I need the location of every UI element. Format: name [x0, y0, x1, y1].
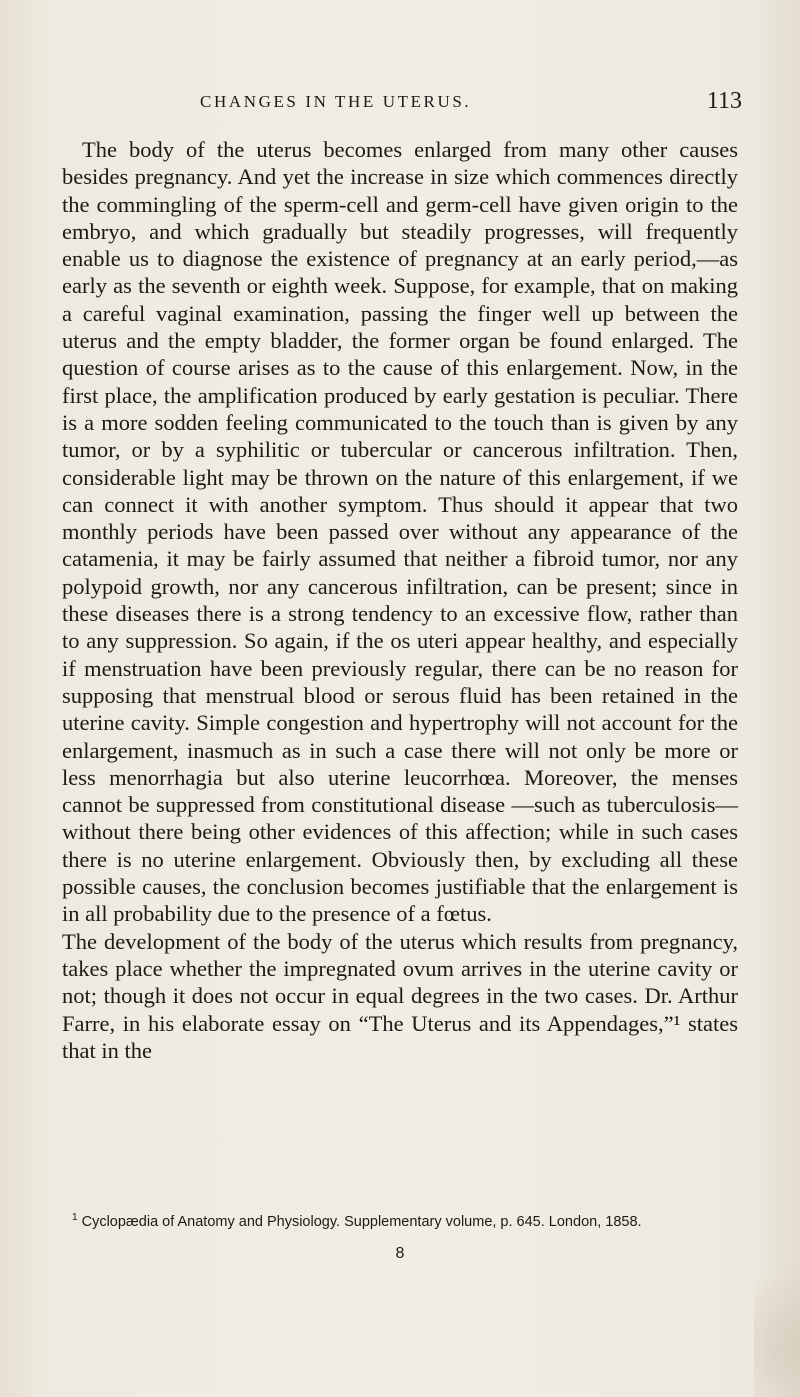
page-header	[62, 88, 742, 118]
footnote	[62, 1209, 738, 1231]
footnote-text: Cyclopædia of Anatomy and Physiology. Supplementary volume, p. 645. London, 1858.	[81, 1213, 642, 1230]
running-title: CHANGES IN THE UTERUS.	[200, 92, 472, 111]
body-text	[62, 136, 738, 1064]
paragraph: The development of the body of the uterus which results from pregnancy, takes place whether the impregnated ovum arrives in the uterine cavity or not; though it does not occur in equal degrees in the two cases. Dr. Arthur Farre, in his elaborate essay on “The Uterus and its Appendages,”¹ states that in the	[62, 928, 738, 1063]
signature-mark: 8	[395, 1245, 405, 1262]
paragraph: The body of the uterus becomes enlarged from many other causes besides pregnancy. And yet the increase in size which commences directly the commingling of the sperm-cell and germ-cell have given origin to the embryo, and which gradually but steadily progresses, will frequently enable us to diagnose the existence of pregnancy at an early period,—as early as the seventh or eighth week. Suppose, for example, that on making a careful vaginal examination, passing the finger well up between the uterus and the empty bladder, the former organ be found enlarged. The question of course arises as to the cause of this enlargement. Now, in the first place, the amplification produced by early gestation is peculiar. There is a more sodden feeling communicated to the touch than is given by any tumor, or by a syphilitic or tubercular or cancerous infiltration. Then, considerable light may be thrown on the nature of this enlargement, if we can connect it with another symptom. Thus should it appear that two monthly periods have been passed over without any appearance of the catamenia, it may be fairly assumed that neither a fibroid tumor, nor any polypoid growth, nor any cancerous infiltration, can be present; since in these diseases there is a strong tendency to an excessive flow, rather than to any suppression. So again, if the os uteri appear healthy, and especially if menstruation have been previously regular, there can be no reason for supposing that menstrual blood or serous fluid has been retained in the uterine cavity. Simple congestion and hypertrophy will not account for the enlargement, inasmuch as in such a case there will not only be more or less menorrhagia but also uterine leucorrhœa. Moreover, the menses cannot be suppressed from constitutional disease —such as tuberculosis—without there being other evidences of this affection; while in such cases there is no uterine enlargement. Obviously then, by excluding all these possible causes, the conclusion becomes justifiable that the enlargement is in all probability due to the presence of a fœtus.	[62, 137, 738, 927]
paper-stain	[754, 1237, 800, 1397]
footnote-marker: 1	[72, 1212, 78, 1223]
page-number: 113	[706, 88, 742, 114]
